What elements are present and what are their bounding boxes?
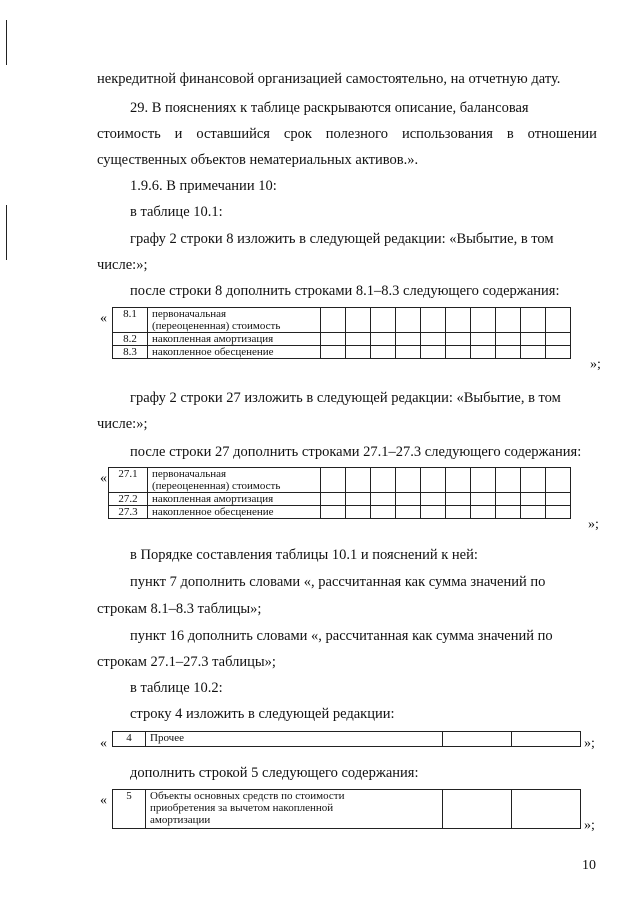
table-row bbox=[109, 493, 571, 506]
text-line: в таблице 10.1: bbox=[130, 204, 223, 220]
text-line: в таблице 10.2: bbox=[130, 680, 223, 696]
table-row bbox=[113, 732, 581, 747]
text-line: после строки 8 дополнить строками 8.1–8.3 следующего содержания: bbox=[130, 283, 560, 299]
row-number: 27.1 bbox=[109, 468, 148, 493]
row-number: 27.2 bbox=[109, 493, 148, 506]
table-rows-27 bbox=[108, 467, 571, 519]
quote-close: »; bbox=[584, 736, 595, 751]
row-number: 4 bbox=[113, 732, 146, 747]
row-number: 8.3 bbox=[113, 346, 148, 359]
text-line: в Порядке составления таблицы 10.1 и пояснений к ней: bbox=[130, 547, 478, 563]
table-row bbox=[109, 468, 571, 493]
row-label: первоначальная (переоцененная) стоимость bbox=[148, 308, 321, 333]
text-line: дополнить строкой 5 следующего содержания: bbox=[130, 765, 419, 781]
row-number: 8.2 bbox=[113, 333, 148, 346]
row-label: Прочее bbox=[146, 732, 443, 747]
margin-mark bbox=[6, 20, 7, 65]
text-line: графу 2 строки 8 изложить в следующей редакции: «Выбытие, в том bbox=[130, 231, 554, 247]
quote-close: »; bbox=[590, 357, 601, 372]
text-line: строку 4 изложить в следующей редакции: bbox=[130, 706, 395, 722]
table-row-5 bbox=[112, 789, 581, 829]
table-row bbox=[113, 346, 571, 359]
row-number: 27.3 bbox=[109, 506, 148, 519]
margin-mark bbox=[6, 205, 7, 260]
text-line: после строки 27 дополнить строками 27.1–27.3 следующего содержания: bbox=[130, 444, 582, 460]
quote-close: »; bbox=[588, 517, 599, 532]
table-row bbox=[113, 308, 571, 333]
row-label: накопленная амортизация bbox=[148, 493, 321, 506]
table-row bbox=[109, 506, 571, 519]
text-line: пункт 7 дополнить словами «, рассчитанная как сумма значений по bbox=[130, 574, 546, 590]
row-label: накопленная амортизация bbox=[148, 333, 321, 346]
quote-open: « bbox=[100, 793, 107, 808]
row-label: накопленное обесценение bbox=[148, 506, 321, 519]
text-line: строкам 27.1–27.3 таблицы»; bbox=[97, 654, 276, 670]
text-line: существенных объектов нематериальных активов.». bbox=[97, 152, 419, 168]
table-rows-8 bbox=[112, 307, 571, 359]
quote-close: »; bbox=[584, 818, 595, 833]
row-number: 8.1 bbox=[113, 308, 148, 333]
row-label: накопленное обесценение bbox=[148, 346, 321, 359]
text-line: 29. В пояснениях к таблице раскрываются описание, балансовая bbox=[130, 100, 529, 116]
row-number: 5 bbox=[113, 790, 146, 829]
text-line: некредитной финансовой организацией самостоятельно, на отчетную дату. bbox=[97, 71, 561, 87]
table-row-4 bbox=[112, 731, 581, 747]
table-row bbox=[113, 333, 571, 346]
text-line: числе:»; bbox=[97, 416, 148, 432]
quote-open: « bbox=[100, 311, 107, 326]
table-row bbox=[113, 790, 581, 829]
text-line: стоимость и оставшийся срок полезного использования в отношении bbox=[97, 126, 597, 142]
text-line: графу 2 строки 27 изложить в следующей редакции: «Выбытие, в том bbox=[130, 390, 561, 406]
text-line: пункт 16 дополнить словами «, рассчитанная как сумма значений по bbox=[130, 628, 553, 644]
row-label: первоначальная (переоцененная) стоимость bbox=[148, 468, 321, 493]
quote-open: « bbox=[100, 736, 107, 751]
page-number: 10 bbox=[582, 858, 596, 873]
text-line: строкам 8.1–8.3 таблицы»; bbox=[97, 601, 262, 617]
quote-open: « bbox=[100, 471, 107, 486]
text-line: 1.9.6. В примечании 10: bbox=[130, 178, 277, 194]
text-line: числе:»; bbox=[97, 257, 148, 273]
row-label: Объекты основных средств по стоимости приобретения за вычетом накопленной амортизации bbox=[146, 790, 443, 829]
